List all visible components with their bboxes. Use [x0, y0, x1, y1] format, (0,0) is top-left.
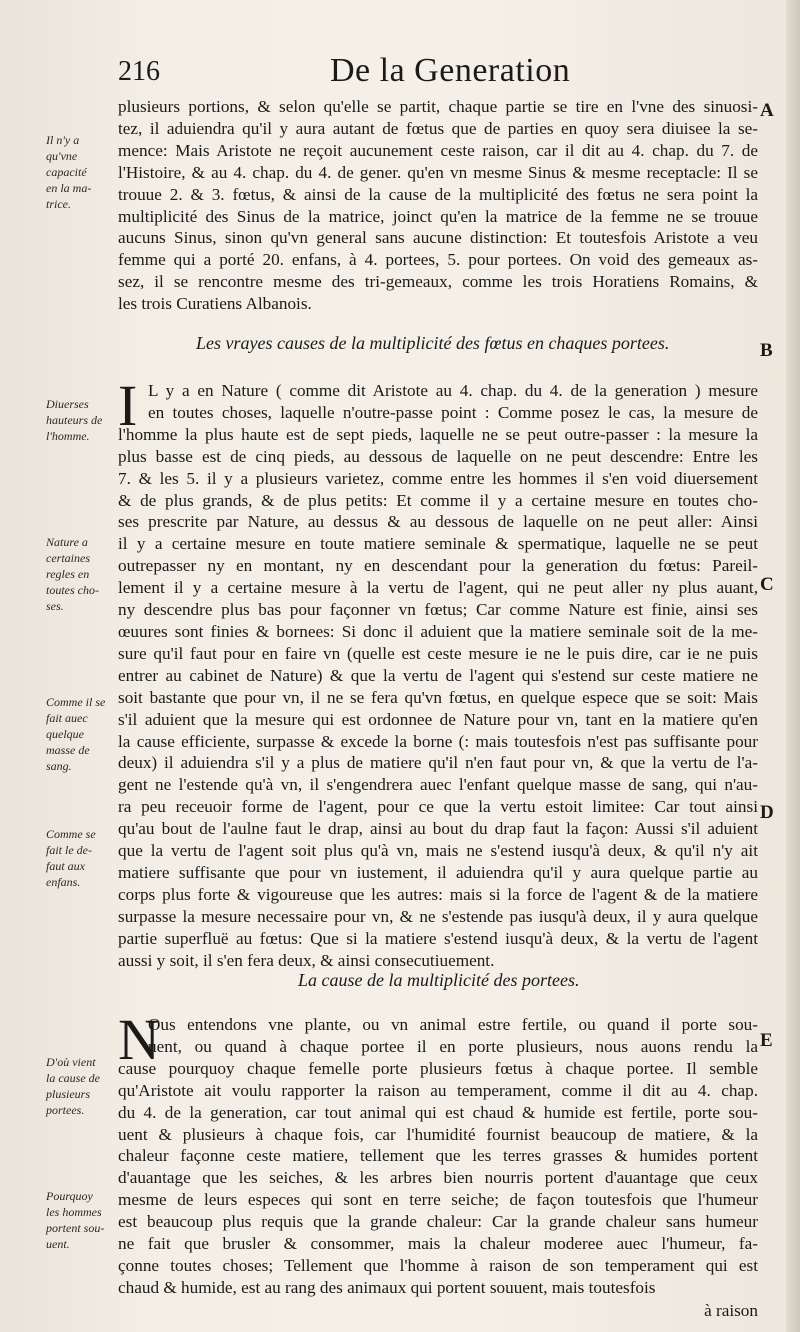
text-line: est beaucoup plus requis que la grande chaleur: Car la grande chaleur sans humeur: [118, 1212, 758, 1232]
margin-note-line: hauteurs de: [46, 413, 103, 427]
text-line: çonne toutes choses; Tellement que l'homme à raison de son temperament qui est: [118, 1255, 758, 1275]
margin-note-line: Pourquoy: [46, 1189, 93, 1203]
text-line: ses prescrite par Nature, au dessus & au dessous de laquelle on ne peut aller: Ainsi: [118, 512, 758, 532]
margin-note-line: portent sou-: [46, 1221, 105, 1235]
margin-note-line: les hommes: [46, 1205, 102, 1219]
margin-letter-c: C: [760, 574, 774, 595]
margin-note: [46, 132, 118, 212]
text-line: partie superfluë au fœtus: Que si la matiere s'estend iusqu'à deux, & la vertu de l'agent: [118, 928, 758, 948]
text-line: aucuns Sinus, sinon qu'vn general sans aucune distinction: Et toutesfois Aristote a veu: [118, 228, 758, 248]
text-line: ra peu receuoir forme de l'agent, pour ce que la vertu estoit limitee: Car tout ainsi: [118, 797, 758, 817]
page-number: 216: [118, 56, 160, 87]
text-line: uent & plusieurs à chaque fois, car l'humidité fournist beaucoup de matiere, & la: [118, 1124, 758, 1144]
page-header: [0, 52, 800, 92]
text-line: qu'Aristote ait voulu rapporter la raison au temperament, comme il dit au 4. chap.: [118, 1080, 758, 1100]
paragraph-multiplicite-portees: [118, 1007, 758, 1299]
page-edge: [786, 0, 800, 1332]
margin-note-line: en la ma-: [46, 181, 92, 195]
margin-letter-d: D: [760, 802, 774, 823]
text-line: aussi y soit, il s'en fera deux, & ainsi consecutiuement.: [118, 950, 495, 970]
text-line: cause pourquoy chaque femelle porte plusieurs fœtus à chaque portee. Il semble: [118, 1058, 758, 1078]
margin-note-line: masse de: [46, 743, 90, 757]
drop-cap: I: [118, 373, 138, 438]
text-line: l'homme la plus haute est de sept pieds, laquelle ne se peut outre-passer : la mesure la: [118, 424, 758, 444]
margin-note-line: enfans.: [46, 875, 81, 889]
margin-note: [46, 1188, 118, 1252]
margin-note-line: Comme il se: [46, 695, 106, 709]
margin-note-line: quelque: [46, 727, 84, 741]
margin-note-line: regles en: [46, 567, 90, 581]
margin-note-line: sang.: [46, 759, 72, 773]
text-line: sez, il se rencontre mesme des tri-gemeaux, comme les trois Horatiens Romains, &: [118, 272, 758, 292]
margin-note-line: capacité: [46, 165, 87, 179]
margin-note-line: faut aux: [46, 859, 85, 873]
text-line: & de plus grands, & de plus petits: Et comme il y a certaine mesure en toutes cho-: [118, 490, 758, 510]
margin-note-line: toutes cho-: [46, 583, 99, 597]
text-line: L y a en Nature ( comme dit Aristote au 4. chap. du 4. de la generation ) mesure: [148, 381, 758, 400]
margin-note-line: fait auec: [46, 711, 88, 725]
text-line: matiere suffisante que pour vn iustement, il aduiendra qu'il y aura quelque partie au: [118, 862, 758, 882]
margin-note: [46, 396, 118, 444]
margin-note-line: qu'vne: [46, 149, 78, 163]
text-line: uent, ou quand à chaque portee il en porte plusieurs, nous auons rendu la: [148, 1036, 758, 1056]
paragraph-continuation: [118, 96, 758, 315]
text-line: sure qu'il faut pour en faire vn (quelle est ceste mesure ie ne le puis dire, car ie ne puis: [118, 643, 758, 663]
margin-note: [46, 1054, 118, 1118]
margin-note-line: portees.: [46, 1103, 85, 1117]
margin-note: [46, 694, 118, 774]
text-line: l'Histoire, & au 4. chap. du 4. de gener. qu'en vn mesme Sinus & mesme receptacle: Il se: [118, 162, 758, 182]
paragraph-vrayes-causes: [118, 373, 758, 971]
text-line: en toutes choses, laquelle n'outre-passe point : Comme posez le cas, la mesure de: [148, 402, 758, 422]
text-line: multiplicité des Sinus de la matrice, joinct qu'en la matrice de la femme ne se trouue: [118, 206, 758, 226]
text-line: entrer au cabinet de Nature) & que la vertu de l'agent qui s'estend sur ceste matiere ne: [118, 665, 758, 685]
margin-note-line: Comme se: [46, 827, 96, 841]
text-line: œuures sont finies & bornees: Si donc il aduient que la matiere seminale soit de la me-: [118, 621, 758, 641]
drop-cap: N: [118, 1007, 160, 1072]
text-line: Ous entendons vne plante, ou vn animal estre fertile, ou quand il porte sou-: [148, 1015, 758, 1034]
text-line: trouue 2. & 3. fœtus, & ainsi de la cause de la multiplicité des fœtus ne sera point la: [118, 184, 758, 204]
text-line: chaud & humide, est au rang des animaux qui portent souuent, mais toutesfois: [118, 1277, 656, 1297]
margin-note-line: Nature a: [46, 535, 88, 549]
text-line: corps plus forte & vigoureuse que les autres: mais si la force de l'agent & de la matiere: [118, 884, 758, 904]
running-title: De la Generation: [330, 52, 571, 89]
margin-note-line: ses.: [46, 599, 64, 613]
text-line: ny descendre plus bas pour façonner vn fœtus; Car comme Nature est finie, ainsi ses: [118, 600, 758, 620]
text-line: lement il y a certaine mesure à la vertu de l'agent, qui ne peut aller ny plus auant,: [118, 578, 758, 598]
text-line: plusieurs portions, & selon qu'elle se partit, chaque partie se tire en l'vne des sinuosi-: [118, 97, 758, 116]
margin-note-line: D'où vient: [46, 1055, 96, 1069]
section-heading: La cause de la multiplicité des portees.: [298, 970, 580, 990]
text-line: d'auantage que les seiches, & les arbres bien nourris portent d'auantage que ceux: [118, 1168, 758, 1188]
catchword: [118, 1300, 758, 1322]
margin-note-line: la cause de: [46, 1071, 100, 1085]
text-line: mesme de leurs especes qui sont en terre seiche; de façon toutesfois que l'humeur: [118, 1190, 758, 1210]
margin-note-line: uent.: [46, 1237, 70, 1251]
text-line: soit bastante que pour vn, il ne se fera qu'vn fœtus, en quelque espece que se soit: Mais: [118, 687, 758, 707]
text-line: les trois Curatiens Albanois.: [118, 294, 312, 314]
text-line: qu'au bout de l'aulne faut le drap, ainsi au bout du drap faut la façon: Aussi s'il aduient: [118, 819, 758, 839]
margin-note-line: Diuerses: [46, 397, 89, 411]
margin-note-line: certaines: [46, 551, 90, 565]
text-line: outrepasser ny en montant, ny en descendant pour la generation du fœtus: Pareil-: [118, 556, 758, 576]
margin-letter-a: A: [760, 100, 774, 121]
margin-note-line: Il n'y a: [46, 133, 80, 147]
margin-note-line: plusieurs: [46, 1087, 91, 1101]
margin-note-line: l'homme.: [46, 429, 90, 443]
margin-letter-e: E: [760, 1030, 773, 1051]
text-line: la cause efficiente, surpasse & excede la borne (: mais toutesfois n'est pas suffisante pour: [118, 731, 758, 751]
text-line: chaleur façonne ceste matiere, tellement que les terres grasses & humides portent: [118, 1146, 758, 1166]
text-line: femme qui a porté 20. enfans, à 4. portees, 5. pour portees. On void des gemeaux as-: [118, 250, 758, 270]
margin-note: [46, 534, 118, 614]
text-line: tez, il aduiendra qu'il y aura autant de fœtus que de parties en quoy sera diuisee la se-: [118, 118, 758, 138]
catchword-text: à raison: [704, 1301, 758, 1320]
text-line: du 4. de la generation, car tout animal qui est chaud & humide est fertile, porte sou-: [118, 1102, 758, 1122]
text-line: plus basse est de cinq pieds, au dessous de laquelle on ne peut descendre: Entre les: [118, 446, 758, 466]
text-line: surpasse la mesure necessaire pour vn, & ne s'estende pas iusqu'à deux, il y aura quelque: [118, 906, 758, 926]
text-line: que la vertu de l'agent soit plus qu'à vn, mais ne s'estend iusqu'à deux, & qu'il n'y ait: [118, 841, 758, 861]
margin-note-line: trice.: [46, 197, 71, 211]
margin-note: [46, 826, 118, 890]
text-line: gent ne l'estende qu'à vn, il s'engendrera auec l'enfant quelque masse de sang, qui n'au-: [118, 775, 758, 795]
section-heading: Les vrayes causes de la multiplicité des fœtus en chaques portees.: [196, 333, 670, 353]
margin-letter-b: B: [760, 340, 773, 361]
margin-note-line: fait le de-: [46, 843, 92, 857]
text-line: deux) il aduiendra s'il y a plus de matiere qu'il n'en faut pour vn, & que la vertu de l'a-: [118, 753, 758, 773]
text-line: s'il aduient que la mesure qui est ordonnee de Nature pour vn, tant en la matiere qu'en: [118, 709, 758, 729]
text-line: 7. & les 5. il y a plusieurs varietez, comme entre les hommes il s'en void diuersement: [118, 468, 758, 488]
text-line: ne fait que brusler & consommer, mais la chaleur moderee auec l'humeur, fa-: [118, 1234, 758, 1254]
text-line: mence: Mais Aristote ne reçoit aucunement ceste raison, car il dit au 4. chap. du 7. de: [118, 140, 758, 160]
text-line: il y a certaine mesure en toute matiere seminale & spermatique, laquelle ne se peut: [118, 534, 758, 554]
